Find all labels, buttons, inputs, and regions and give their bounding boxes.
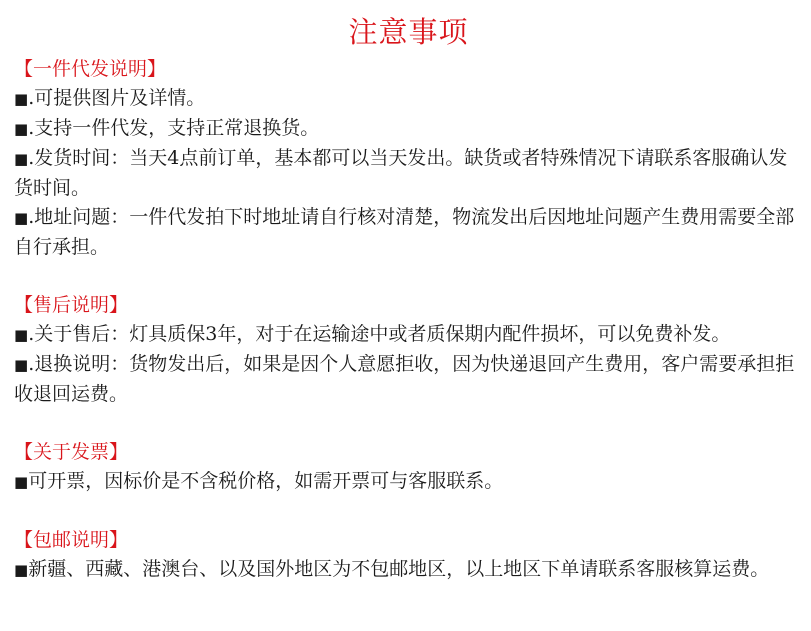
item-text: 可开票，因标价是不含税价格，如需开票可与客服联系。 xyxy=(28,470,504,492)
item-text: 新疆、西藏、港澳台、以及国外地区为不包邮地区，以上地区下单请联系客服核算运费。 xyxy=(28,558,770,580)
section-heading: 【包邮说明】 xyxy=(14,529,129,551)
bullet-square-icon: ■ xyxy=(14,356,29,374)
section-dropship xyxy=(14,55,803,262)
list-item xyxy=(14,84,803,114)
bullet-square-icon: ■ xyxy=(14,473,29,491)
list-item xyxy=(14,114,803,144)
section-after-sales xyxy=(14,291,803,409)
list-item xyxy=(14,467,803,497)
bullet-square-icon: ■ xyxy=(14,561,29,579)
list-item xyxy=(14,144,803,203)
section-heading: 【一件代发说明】 xyxy=(14,58,167,80)
bullet-square-icon: ■ xyxy=(14,90,29,108)
item-text: .可提供图片及详情。 xyxy=(28,87,206,109)
item-text: .发货时间：当天4点前订单，基本都可以当天发出。缺货或者特殊情况下请联系客服确认发货时间。 xyxy=(14,147,788,199)
item-text: .退换说明：货物发出后，如果是因个人意愿拒收，因为快递退回产生费用，客户需要承担拒收退回运费。 xyxy=(14,353,795,405)
list-item xyxy=(14,320,803,350)
list-item xyxy=(14,350,803,409)
bullet-square-icon: ■ xyxy=(14,209,29,227)
bullet-square-icon: ■ xyxy=(14,326,29,344)
section-invoice xyxy=(14,438,803,497)
item-text: .支持一件代发，支持正常退换货。 xyxy=(28,117,320,139)
bullet-square-icon: ■ xyxy=(14,150,29,168)
section-heading: 【关于发票】 xyxy=(14,441,129,463)
section-heading: 【售后说明】 xyxy=(14,294,129,316)
item-text: .地址问题：一件代发拍下时地址请自行核对清楚，物流发出后因地址问题产生费用需要全部自行承担。 xyxy=(14,206,795,258)
bullet-square-icon: ■ xyxy=(14,120,29,138)
section-free-shipping xyxy=(14,526,803,585)
list-item xyxy=(14,555,803,585)
list-item xyxy=(14,203,803,262)
page-title: 注意事项 xyxy=(348,15,469,49)
item-text: .关于售后：灯具质保3年，对于在运输途中或者质保期内配件损坏，可以免费补发。 xyxy=(28,323,731,345)
